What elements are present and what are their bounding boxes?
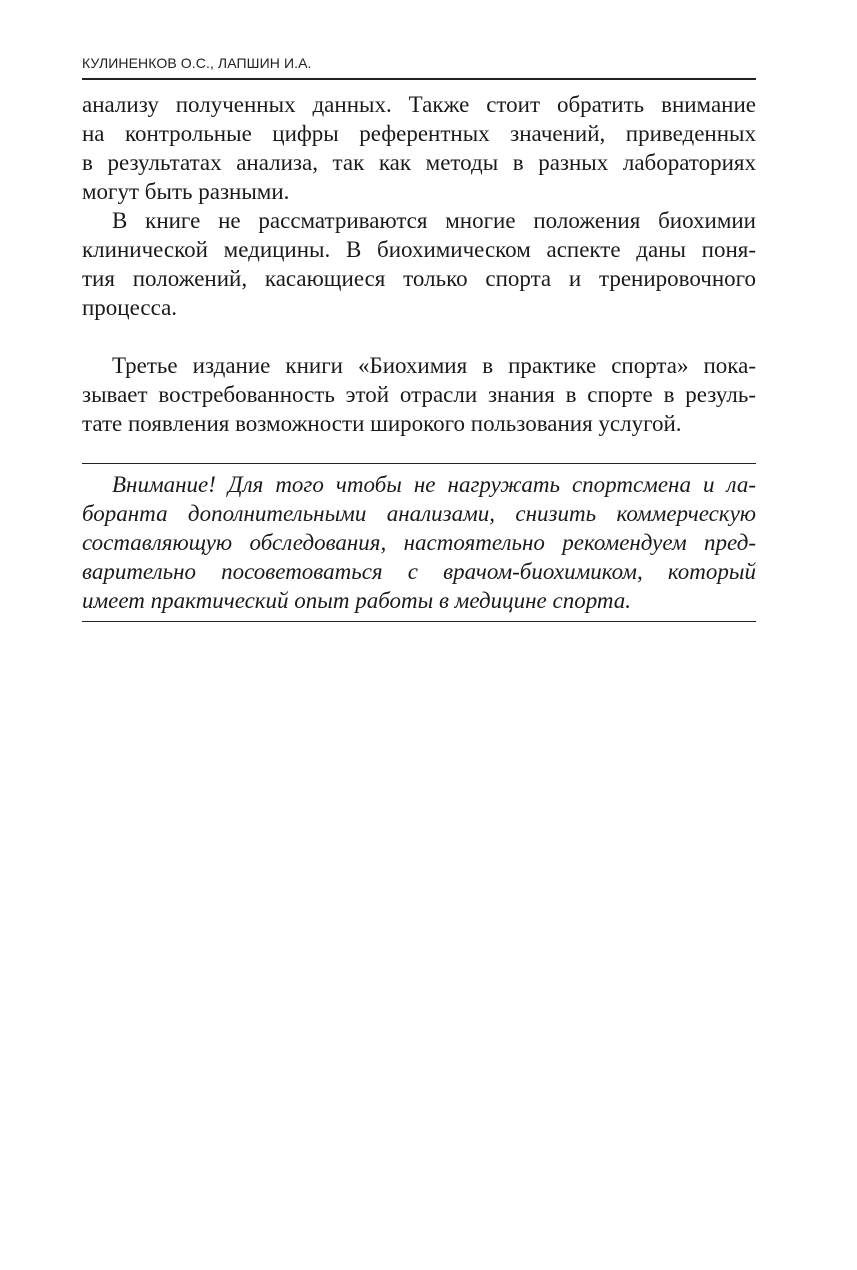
notice-box (82, 470, 756, 615)
text-line: Третье издание книги «Биохимия в практике спорта» пока- (112, 353, 756, 378)
notice-bottom-rule (82, 621, 756, 622)
text-line: на контрольные цифры референтных значений, приведенных (82, 121, 756, 146)
text-line: тате появления возможности широкого пользования услугой. (82, 411, 682, 436)
paragraph-2 (82, 206, 756, 322)
notice-line: боранта дополнительными анализами, снизить коммерческую (82, 501, 756, 526)
notice-line: варительно посоветоваться с врачом-биохимиком, который (82, 559, 756, 584)
notice-line: Внимание! Для того чтобы не нагружать спортсмена и ла- (112, 472, 756, 497)
text-line: клинической медицины. В биохимическом аспекте даны поня- (82, 237, 756, 262)
running-head: КУЛИНЕНКОВ О.С., ЛАПШИН И.А. (82, 55, 312, 71)
notice-line: имеет практический опыт работы в медицине спорта. (82, 588, 632, 613)
text-line: В книге не рассматриваются многие положения биохимии (112, 208, 756, 233)
text-line: в результатах анализа, так как методы в разных лабораториях (82, 150, 756, 175)
notice-top-rule (82, 463, 756, 464)
notice-line: составляющую обследования, настоятельно рекомендуем пред- (82, 530, 756, 555)
text-line: процесса. (82, 295, 178, 320)
header-rule (82, 78, 756, 80)
text-line: тия положений, касающиеся только спорта и тренировочного (82, 266, 756, 291)
text-line: могут быть разными. (82, 179, 290, 204)
paragraph-1 (82, 90, 756, 206)
text-line: зывает востребованность этой отрасли знания в спорте в резуль- (82, 382, 756, 407)
text-line: анализу полученных данных. Также стоит обратить внимание (82, 92, 756, 117)
paragraph-3 (82, 351, 756, 438)
